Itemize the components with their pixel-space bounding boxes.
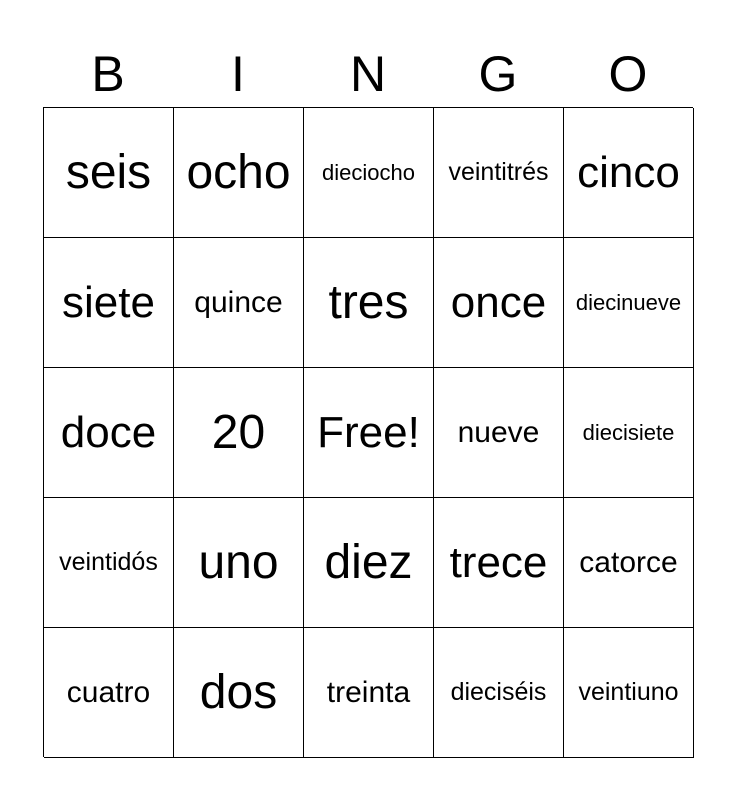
bingo-cell-r3-c5[interactable]: diecisiete — [564, 368, 694, 498]
bingo-cell-r5-c1[interactable]: cuatro — [44, 628, 174, 758]
bingo-cell-r4-c1[interactable]: veintidós — [44, 498, 174, 628]
bingo-cell-r1-c1[interactable]: seis — [44, 108, 174, 238]
bingo-card-grid — [43, 107, 693, 757]
bingo-cell-r3-c1[interactable]: doce — [44, 368, 174, 498]
bingo-cell-r5-c5[interactable]: veintiuno — [564, 628, 694, 758]
bingo-header — [43, 40, 693, 108]
bingo-cell-r4-c4[interactable]: trece — [434, 498, 564, 628]
header-letter-b: B — [91, 46, 125, 102]
bingo-cell-r5-c2[interactable]: dos — [174, 628, 304, 758]
bingo-cell-r3-c4[interactable]: nueve — [434, 368, 564, 498]
bingo-cell-r5-c3[interactable]: treinta — [304, 628, 434, 758]
bingo-cell-r1-c2[interactable]: ocho — [174, 108, 304, 238]
bingo-cell-r2-c2[interactable]: quince — [174, 238, 304, 368]
bingo-cell-r3-c2[interactable]: 20 — [174, 368, 304, 498]
bingo-cell-r2-c1[interactable]: siete — [44, 238, 174, 368]
header-letter-g: G — [478, 46, 518, 102]
bingo-cell-free[interactable]: Free! — [304, 368, 434, 498]
bingo-cell-r2-c3[interactable]: tres — [304, 238, 434, 368]
bingo-cell-r4-c3[interactable]: diez — [304, 498, 434, 628]
bingo-cell-r1-c5[interactable]: cinco — [564, 108, 694, 238]
header-letter-i: I — [231, 46, 245, 102]
bingo-cell-r1-c3[interactable]: dieciocho — [304, 108, 434, 238]
bingo-cell-r4-c5[interactable]: catorce — [564, 498, 694, 628]
header-letter-o: O — [608, 46, 648, 102]
header-letter-n: N — [349, 46, 387, 102]
bingo-cell-r1-c4[interactable]: veintitrés — [434, 108, 564, 238]
bingo-cell-r2-c4[interactable]: once — [434, 238, 564, 368]
bingo-cell-r4-c2[interactable]: uno — [174, 498, 304, 628]
bingo-cell-r5-c4[interactable]: dieciséis — [434, 628, 564, 758]
bingo-cell-r2-c5[interactable]: diecinueve — [564, 238, 694, 368]
